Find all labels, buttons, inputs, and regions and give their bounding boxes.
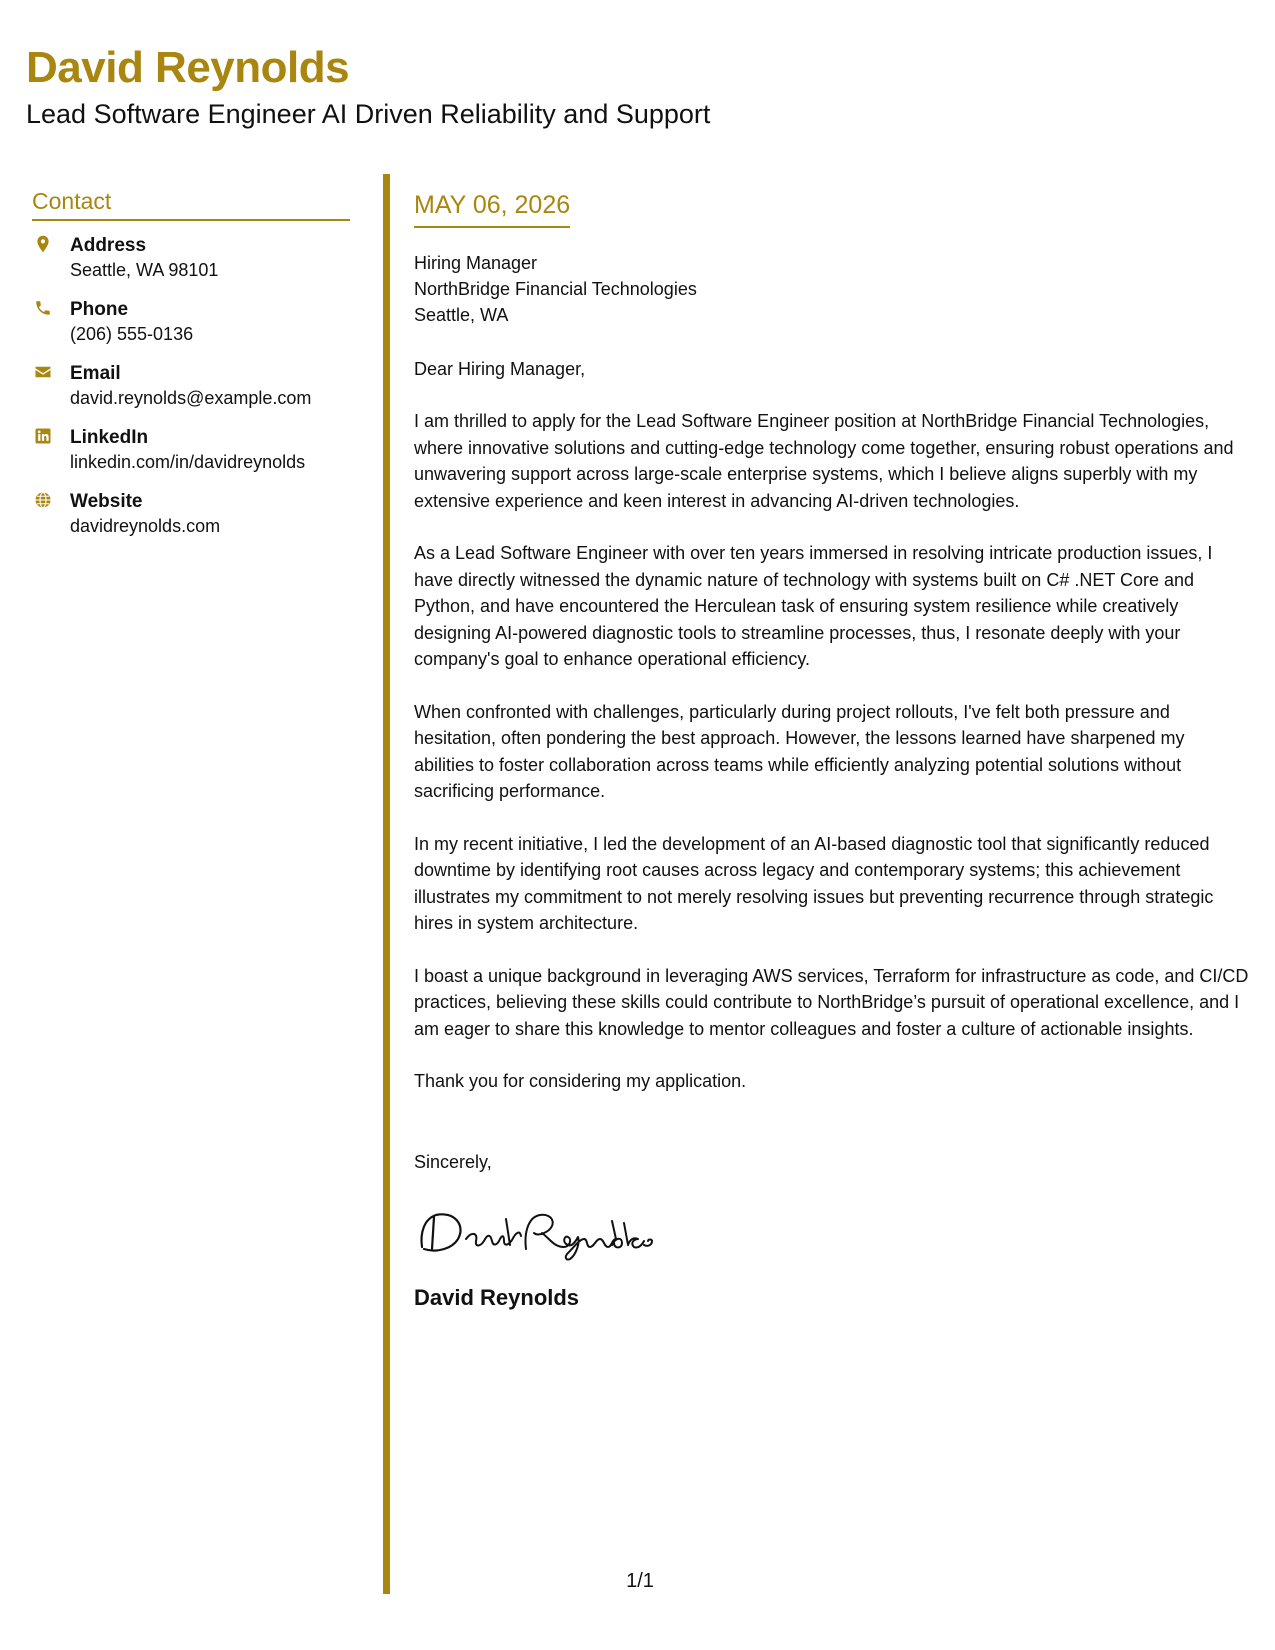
contact-value-email: david.reynolds@example.com — [70, 388, 312, 408]
applicant-title: Lead Software Engineer AI Driven Reliability and Support — [26, 99, 711, 129]
vertical-divider — [383, 174, 390, 1594]
letter-paragraph: As a Lead Software Engineer with over ten years immersed in resolving intricate production issues, I have directly witnessed the dynamic nature of technology with systems built on C# .NET Core and Python, and have encountered the Herculean task of ensuring system resilience while creatively designing AI-powered diagnostic tools to streamline processes, thus, I resonate deeply with your company's goal to enhance operational efficiency. — [414, 543, 1213, 669]
contact-heading: Contact — [32, 188, 350, 221]
recipient-line: NorthBridge Financial Technologies — [414, 279, 697, 299]
letter-body — [414, 191, 1249, 1311]
recipient-line: Seattle, WA — [414, 305, 509, 325]
contact-label-website: Website — [70, 491, 143, 512]
envelope-icon — [34, 363, 52, 381]
linkedin-icon — [34, 427, 52, 445]
applicant-name: David Reynolds — [26, 43, 350, 92]
map-pin-icon — [34, 235, 52, 253]
recipient-line: Hiring Manager — [414, 253, 538, 273]
letter-paragraph: When confronted with challenges, particularly during project rollouts, I've felt both pressure and hesitation, often pondering the best approach. However, the lessons learned have sharpened my abilities to foster collaboration across teams while efficiently analyzing potential solutions without sacrificing performance. — [414, 701, 1185, 801]
contact-item-linkedin — [32, 425, 350, 475]
contact-item-email — [32, 361, 350, 411]
page-number: 1/1 — [626, 1570, 654, 1592]
contact-label-address: Address — [70, 235, 147, 256]
letter-paragraph: I boast a unique background in leveraging AWS services, Terraform for infrastructure as code, and CI/CD practices, believing these skills could contribute to NorthBridge’s pursuit of operational excellence, and I am eager to share this knowledge to mentor colleagues and foster a culture of actionable insights. — [414, 965, 1249, 1039]
closing: Sincerely, — [414, 1151, 492, 1172]
phone-icon — [34, 299, 52, 317]
signed-name: David Reynolds — [414, 1284, 580, 1310]
recipient-block — [414, 250, 1249, 328]
contact-value-phone: (206) 555-0136 — [70, 324, 194, 344]
letter-date: MAY 06, 2026 — [414, 191, 570, 228]
contact-sidebar — [32, 188, 350, 553]
letter-paragraph: Thank you for considering my application. — [414, 1071, 747, 1091]
globe-icon — [34, 491, 52, 509]
handwritten-signature — [414, 1203, 674, 1263]
letter-paragraph: In my recent initiative, I led the development of an AI-based diagnostic tool that significantly reduced downtime by identifying root causes across legacy and contemporary systems; this achievement illustrates my commitment to not merely resolving issues but preventing recurrence through strategic hires in system architecture. — [414, 833, 1214, 933]
contact-label-phone: Phone — [70, 299, 129, 320]
contact-value-address: Seattle, WA 98101 — [70, 260, 219, 280]
contact-item-website — [32, 489, 350, 539]
contact-item-phone — [32, 297, 350, 347]
salutation: Dear Hiring Manager, — [414, 359, 586, 379]
letter-paragraph: I am thrilled to apply for the Lead Software Engineer position at NorthBridge Financial Technologies, where innovative solutions and cutting-edge technology come together, ensuring robust operations and unwavering support across large-scale enterprise systems, which I believe aligns superbly with my extensive experience and keen interest in advancing AI-driven technologies. — [414, 411, 1234, 511]
contact-value-linkedin: linkedin.com/in/davidreynolds — [70, 452, 306, 472]
contact-item-address — [32, 233, 350, 283]
contact-label-email: Email — [70, 363, 121, 384]
contact-label-linkedin: LinkedIn — [70, 427, 149, 448]
contact-value-website: davidreynolds.com — [70, 516, 221, 536]
